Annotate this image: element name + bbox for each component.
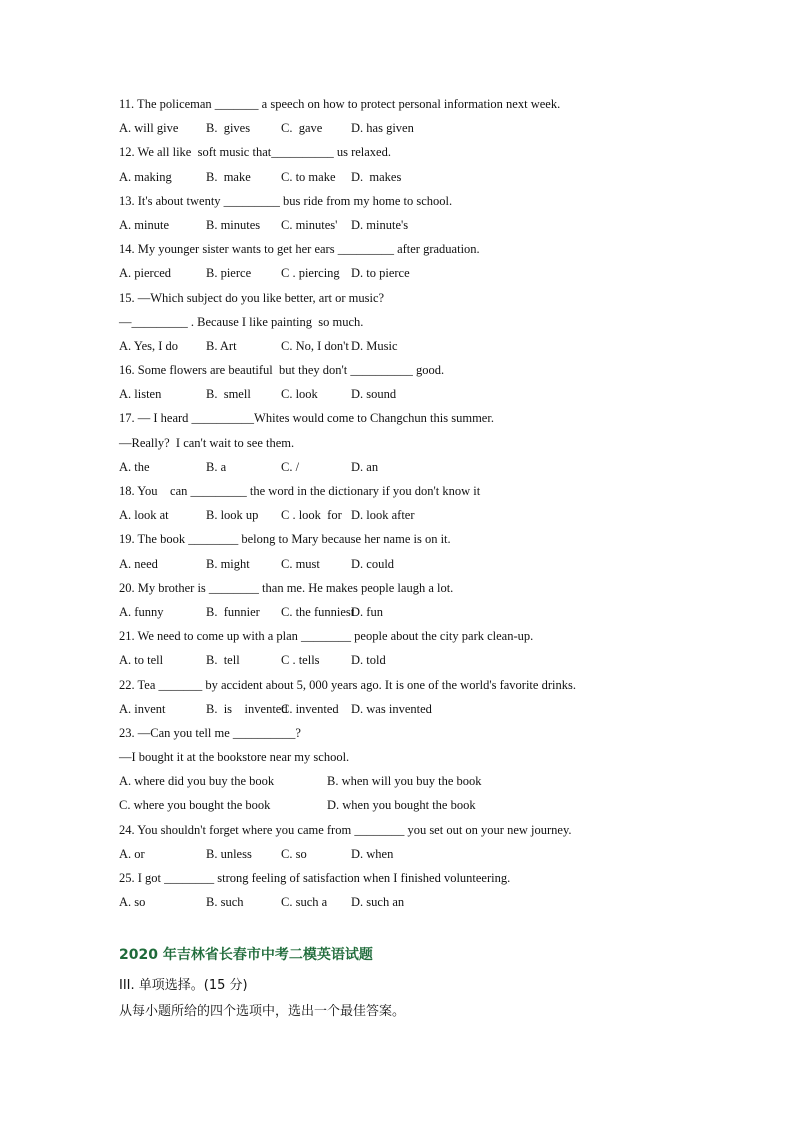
question-subline: —_________ . Because I like painting so much. xyxy=(119,314,364,329)
options-row xyxy=(119,554,679,578)
answer-option[interactable]: C. gave xyxy=(281,121,323,136)
question-stem: 15. —Which subject do you like better, art or music? xyxy=(119,290,385,305)
answer-option[interactable]: C. so xyxy=(281,846,307,861)
options-row xyxy=(119,215,679,239)
options-row xyxy=(119,167,679,191)
answer-option[interactable]: A. listen xyxy=(119,387,162,402)
options-row xyxy=(119,844,679,868)
answer-option[interactable]: C. to make xyxy=(281,169,336,184)
question-stem: 21. We need to come up with a plan ________ people about the city park clean-up. xyxy=(119,629,534,644)
options-row xyxy=(119,263,679,287)
answer-option[interactable]: B. look up xyxy=(206,508,259,523)
answer-option[interactable]: C . tells xyxy=(281,653,320,668)
question-list xyxy=(119,94,679,916)
question-stem: 16. Some flowers are beautiful but they don't __________ good. xyxy=(119,363,445,378)
question-subline: —I bought it at the bookstore near my school. xyxy=(119,750,350,765)
instruction-text: 从每小题所给的四个选项中，选出一个最佳答案。 xyxy=(119,1004,406,1019)
options-row xyxy=(119,795,679,819)
answer-option[interactable]: B. tell xyxy=(206,653,240,668)
answer-option[interactable]: C. minutes' xyxy=(281,217,338,232)
answer-option[interactable]: D. makes xyxy=(351,169,402,184)
answer-option[interactable]: A. to tell xyxy=(119,653,164,668)
answer-option[interactable]: D. when xyxy=(351,846,394,861)
answer-option[interactable]: B. pierce xyxy=(206,266,252,281)
options-row xyxy=(119,118,679,142)
section-title: 2020 年吉林省长春市中考二模英语试题 xyxy=(119,947,373,963)
options-row xyxy=(119,771,679,795)
answer-option[interactable]: B. is invented xyxy=(206,701,288,716)
answer-option[interactable]: B. unless xyxy=(206,846,252,861)
question-stem: 25. I got ________ strong feeling of satisfaction when I finished volunteering. xyxy=(119,871,511,885)
answer-option[interactable]: A. where did you buy the book xyxy=(119,774,275,789)
answer-option[interactable]: B. gives xyxy=(206,121,251,136)
answer-option[interactable]: A. or xyxy=(119,846,145,861)
answer-option[interactable]: A. Yes, I do xyxy=(119,338,179,353)
question-stem: 11. The policeman _______ a speech on how to protect personal information next week. xyxy=(119,97,561,111)
answer-option[interactable]: C. invented xyxy=(281,701,339,716)
question-stem: 14. My younger sister wants to get her ears _________ after graduation. xyxy=(119,242,480,257)
answer-option[interactable]: D. sound xyxy=(351,387,397,402)
answer-option[interactable]: D. minute's xyxy=(351,217,409,232)
answer-option[interactable]: D. has given xyxy=(351,121,414,136)
answer-option[interactable]: D. such an xyxy=(351,895,405,910)
question-subline: —Really? I can't wait to see them. xyxy=(119,435,295,450)
answer-option[interactable]: C. such a xyxy=(281,895,328,910)
answer-option[interactable]: A. so xyxy=(119,895,146,910)
options-row xyxy=(119,384,679,408)
options-row xyxy=(119,892,679,916)
answer-option[interactable]: A. will give xyxy=(119,121,179,136)
answer-option[interactable]: A. making xyxy=(119,169,172,184)
answer-option[interactable]: C. must xyxy=(281,556,320,571)
question-stem: 24. You shouldn't forget where you came from ________ you set out on your new journey. xyxy=(119,822,572,837)
answer-option[interactable]: B. minutes xyxy=(206,217,261,232)
question-stem: 23. —Can you tell me __________? xyxy=(119,725,301,740)
answer-option[interactable]: D. an xyxy=(351,459,379,474)
options-row xyxy=(119,699,679,723)
answer-option[interactable]: B. Art xyxy=(206,338,237,353)
answer-option[interactable]: C. where you bought the book xyxy=(119,798,271,813)
options-row xyxy=(119,650,679,674)
answer-option[interactable]: D. Music xyxy=(351,338,398,353)
question-stem: 19. The book ________ belong to Mary because her name is on it. xyxy=(119,532,451,547)
answer-option[interactable]: C. No, I don't xyxy=(281,338,349,353)
question-stem: 22. Tea _______ by accident about 5, 000 years ago. It is one of the world's favorite drinks. xyxy=(119,677,576,692)
answer-option[interactable]: D. when you bought the book xyxy=(327,798,476,813)
answer-option[interactable]: C. the funniest xyxy=(281,604,355,619)
answer-option[interactable]: C . piercing xyxy=(281,266,340,281)
answer-option[interactable]: B. a xyxy=(206,459,227,474)
answer-option[interactable]: B. when will you buy the book xyxy=(327,774,482,789)
answer-option[interactable]: D. look after xyxy=(351,508,415,523)
part-heading: III. 单项选择。(15 分) xyxy=(119,978,248,993)
answer-option[interactable]: D. to pierce xyxy=(351,266,410,281)
answer-option[interactable]: D. fun xyxy=(351,604,383,619)
question-stem: 18. You can _________ the word in the dictionary if you don't know it xyxy=(119,484,481,498)
options-row xyxy=(119,602,679,626)
answer-option[interactable]: A. look at xyxy=(119,508,169,523)
options-row xyxy=(119,457,679,481)
answer-option[interactable]: A. funny xyxy=(119,604,164,619)
question-stem: 13. It's about twenty _________ bus ride from my home to school. xyxy=(119,193,453,208)
options-row xyxy=(119,505,679,529)
answer-option[interactable]: C . look for xyxy=(281,508,342,523)
answer-option[interactable]: A. pierced xyxy=(119,266,172,281)
answer-option[interactable]: A. invent xyxy=(119,701,166,716)
answer-option[interactable]: A. the xyxy=(119,459,150,474)
answer-option[interactable]: B. might xyxy=(206,556,250,571)
answer-option[interactable]: D. was invented xyxy=(351,701,432,716)
question-stem: 17. — I heard __________Whites would come to Changchun this summer. xyxy=(119,411,494,426)
answer-option[interactable]: A. minute xyxy=(119,217,169,232)
options-row xyxy=(119,336,679,360)
answer-option[interactable]: D. could xyxy=(351,556,395,571)
answer-option[interactable]: B. such xyxy=(206,895,244,910)
answer-option[interactable]: C. / xyxy=(281,459,300,474)
question-stem: 12. We all like soft music that__________ us relaxed. xyxy=(119,145,391,160)
answer-option[interactable]: B. make xyxy=(206,169,251,184)
answer-option[interactable]: B. funnier xyxy=(206,604,260,619)
answer-option[interactable]: B. smell xyxy=(206,387,251,402)
answer-option[interactable]: D. told xyxy=(351,653,386,668)
answer-option[interactable]: C. look xyxy=(281,387,318,402)
answer-option[interactable]: A. need xyxy=(119,556,158,571)
question-stem: 20. My brother is ________ than me. He makes people laugh a lot. xyxy=(119,580,454,595)
